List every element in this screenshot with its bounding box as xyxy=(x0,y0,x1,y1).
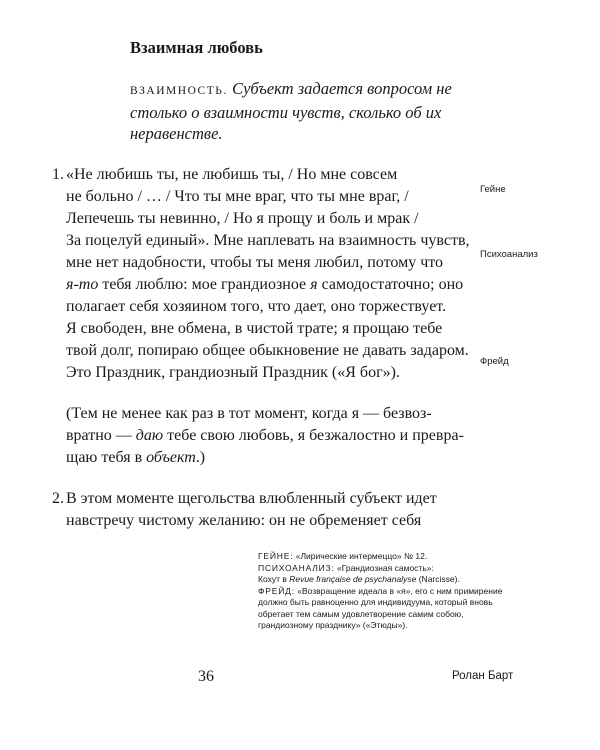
section-1-parenthetical xyxy=(52,403,472,469)
footnote-freud: ФРЕЙД: «Возвращение идеала в «я», его с ним примирение xyxy=(258,585,503,596)
footnote-psychoanalysis-cont: Кохут в Revue française de psychanalyse (Narcisse). xyxy=(258,574,460,584)
section-1 xyxy=(52,164,472,384)
margin-note-heine: Гейне xyxy=(480,184,506,195)
section-1-line: За поцелуй единый». Мне наплевать на взаимность чувств, xyxy=(66,232,470,249)
footnote-heine: ГЕЙНЕ: «Лирические интермеццо» № 12. xyxy=(258,551,428,561)
epigraph-text: Субъект задается вопросом не столько о взаимности чувств, сколько об их неравенстве. xyxy=(130,79,452,143)
paren-line: щаю тебя в объект.) xyxy=(66,449,206,466)
section-1-line: полагает себя хозяином того, что дает, оно торжествует. xyxy=(66,298,447,315)
chapter-heading: Взаимная любовь xyxy=(130,38,263,57)
section-1-line: Лепечешь ты невинно, / Но я прощу и боль и мрак / xyxy=(66,210,419,227)
paren-line: (Тем не менее как раз в тот момент, когда я — безвоз- xyxy=(66,405,432,422)
section-1-number: 1. xyxy=(52,166,64,183)
footnote-freud-cont: должно быть равноценно для индивидуума, который вновь xyxy=(258,597,493,607)
margin-note-psychoanalysis: Психоанализ xyxy=(480,249,538,260)
section-1-line: не больно / … / Что ты мне враг, что ты мне враг, / xyxy=(66,188,409,205)
main-text xyxy=(52,164,472,532)
section-2-line: 2. В этом моменте щегольства влюбленный субъект идет xyxy=(52,488,472,510)
section-2-number: 2. xyxy=(52,490,64,507)
footnote-psychoanalysis: ПСИХОАНАЛИЗ: «Грандиозная самость»: xyxy=(258,562,434,573)
section-2 xyxy=(52,488,472,532)
paren-line: вратно — даю тебе свою любовь, я безжалостно и превра- xyxy=(66,427,464,444)
section-1-line: твой долг, попираю общее обыкновение не давать задаром. xyxy=(66,342,469,359)
epigraph xyxy=(130,78,460,144)
footnote-freud-cont: грандиозному празднику» («Этюды»). xyxy=(258,620,408,630)
section-1-line: Это Праздник, грандиозный Праздник («Я бог»). xyxy=(66,364,400,381)
footnotes xyxy=(258,551,528,632)
margin-note-freud: Фрейд xyxy=(480,356,509,367)
section-1-line: я-то тебя люблю: мое грандиозное я самодостаточно; оно xyxy=(66,276,464,293)
running-footer-author: Ролан Барт xyxy=(452,670,514,682)
section-1-line: 1. «Не любишь ты, не любишь ты, / Но мне совсем xyxy=(52,164,472,186)
footnote-freud-cont: обретает тем самым удовлетворение самим собою, xyxy=(258,608,464,619)
section-1-line: Я свободен, вне обмена, в чистой трате; я прощаю тебе xyxy=(66,320,443,337)
page-number: 36 xyxy=(198,668,214,685)
epigraph-term: ВЗАИМНОСТЬ . xyxy=(130,85,232,97)
section-2-line: навстречу чистому желанию: он не обременяет себя xyxy=(66,512,422,529)
section-1-line: мне нет надобности, чтобы ты меня любил, потому что xyxy=(66,254,444,271)
